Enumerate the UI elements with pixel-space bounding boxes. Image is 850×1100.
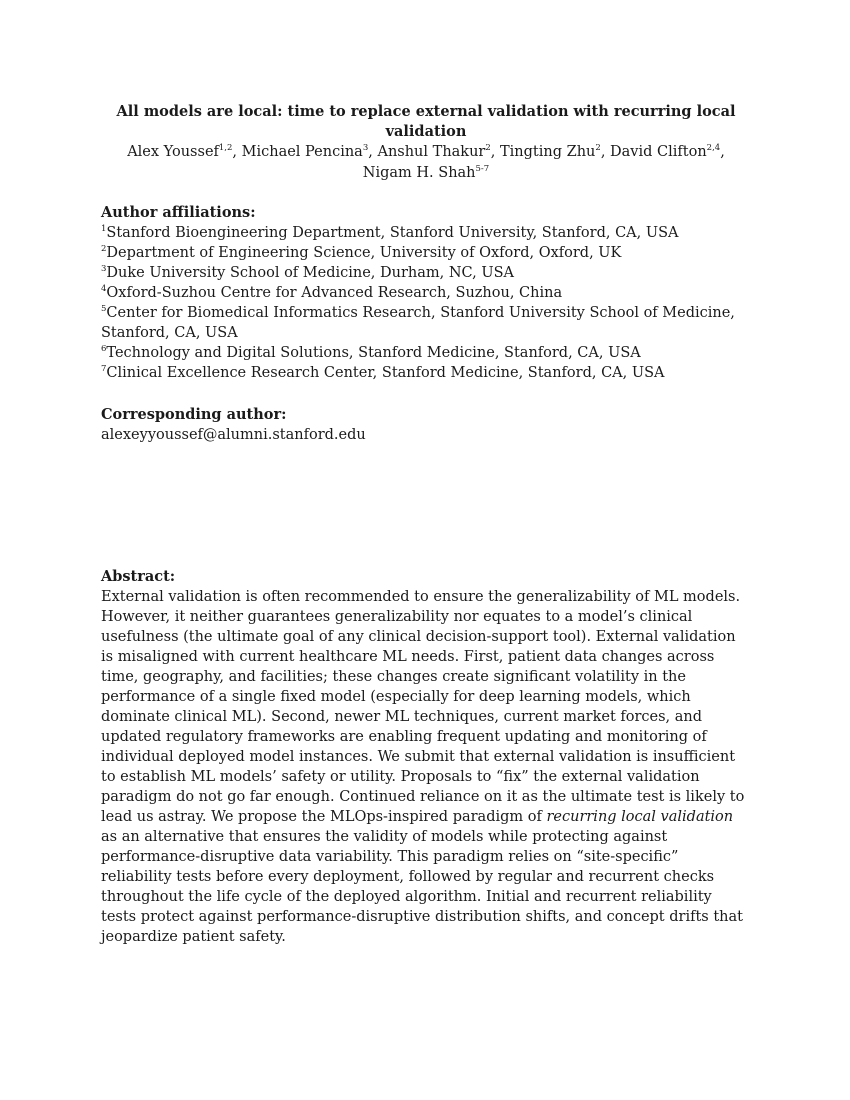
abstract-text-part: as an alternative that ensures the validity of models while protecting against performance-disruptive data variability. This paradigm relies on “site-specific” reliability tests before every deployment, followed by regular and recurrent checks throughout the life cycle of the deployed algorithm. Initial and recurrent reliability tests protect against performance-disruptive distribution shifts, and concept drifts that jeopardize patient safety. bbox=[101, 829, 743, 945]
corresponding-email[interactable]: alexeyyoussef@alumni.stanford.edu bbox=[101, 427, 366, 443]
affiliation-number: 7 bbox=[101, 364, 107, 375]
affiliation-text: Duke University School of Medicine, Durham, NC, USA bbox=[106, 265, 514, 281]
affiliations-heading: Author affiliations: bbox=[101, 204, 256, 221]
affiliation-item bbox=[101, 243, 751, 263]
author-affiliation-marker: 2,4 bbox=[706, 143, 721, 154]
abstract-section bbox=[101, 567, 751, 947]
author-affiliation-marker: 3 bbox=[362, 143, 369, 154]
affiliations-section bbox=[101, 203, 751, 383]
author-affiliation-marker: 2 bbox=[595, 143, 601, 154]
abstract-heading: Abstract: bbox=[101, 568, 176, 585]
affiliation-number: 5 bbox=[101, 304, 107, 315]
affiliation-text: Stanford Bioengineering Department, Stanford University, Stanford, CA, USA bbox=[106, 225, 679, 241]
affiliation-number: 6 bbox=[101, 344, 107, 355]
affiliation-item bbox=[101, 343, 751, 363]
author-name: David Clifton bbox=[610, 144, 707, 160]
title-block bbox=[101, 102, 751, 184]
affiliation-text: Center for Biomedical Informatics Research, Stanford University School of Medicine, Stanford, CA, USA bbox=[101, 305, 735, 341]
affiliation-number: 3 bbox=[101, 264, 107, 275]
affiliation-text: Oxford-Suzhou Centre for Advanced Research, Suzhou, China bbox=[106, 285, 563, 301]
author-list: Alex Youssef$^{1,2}$, Michael Pencina$^3$, Anshul Thakur$^2$, Tingting Zhu$^2$, David Clifton$^{2,4}$, Nigam H. Shah$^{5-7}$ bbox=[127, 143, 725, 181]
affiliation-item bbox=[101, 263, 751, 283]
corresponding-section bbox=[101, 405, 751, 445]
abstract-text-part: External validation is often recommended to ensure the generalizability of ML models. However, it neither guarantees generalizability nor equates to a model’s clinical usefulness (the ultimate goal of any clinical decision-support tool). External validation is misaligned with current healthcare ML needs. First, patient data changes across time, geography, and facilities; these changes create significant volatility in the performance of a single fixed model (especially for deep learning models, which dominate clinical ML). Second, newer ML techniques, current market forces, and updated regulatory frameworks are enabling frequent updating and monitoring of individual deployed model instances. We submit that external validation is insufficient to establish ML models’ safety or utility. Proposals to “fix” the external validation paradigm do not go far enough. Continued reliance on it as the ultimate test is likely to lead us astray. We propose the MLOps-inspired paradigm of bbox=[101, 589, 745, 825]
author-name: Alex Youssef bbox=[127, 144, 219, 160]
abstract-emphasis: recurring local validation bbox=[546, 809, 734, 825]
affiliation-text: Clinical Excellence Research Center, Stanford Medicine, Stanford, CA, USA bbox=[106, 365, 665, 381]
author-name: Nigam H. Shah bbox=[362, 165, 476, 181]
author-affiliation-marker: 1,2 bbox=[218, 143, 233, 154]
corresponding-heading: Corresponding author: bbox=[101, 406, 287, 423]
author-name: Michael Pencina bbox=[241, 144, 363, 160]
abstract-body bbox=[101, 587, 751, 947]
affiliation-number: 1 bbox=[101, 224, 107, 235]
affiliation-number: 2 bbox=[101, 244, 107, 255]
affiliation-item bbox=[101, 363, 751, 383]
affiliation-number: 4 bbox=[101, 284, 107, 295]
affiliation-item bbox=[101, 303, 751, 343]
affiliation-item bbox=[101, 223, 751, 243]
affiliation-text: Department of Engineering Science, University of Oxford, Oxford, UK bbox=[106, 245, 622, 261]
affiliation-item bbox=[101, 283, 751, 303]
paper-title: All models are local: time to replace external validation with recurring local validation bbox=[116, 103, 736, 140]
author-affiliation-marker: 5-7 bbox=[475, 164, 490, 175]
affiliation-text: Technology and Digital Solutions, Stanford Medicine, Stanford, CA, USA bbox=[106, 345, 641, 361]
author-name: Tingting Zhu bbox=[500, 144, 596, 160]
author-name: Anshul Thakur bbox=[377, 144, 486, 160]
author-affiliation-marker: 2 bbox=[485, 143, 491, 154]
